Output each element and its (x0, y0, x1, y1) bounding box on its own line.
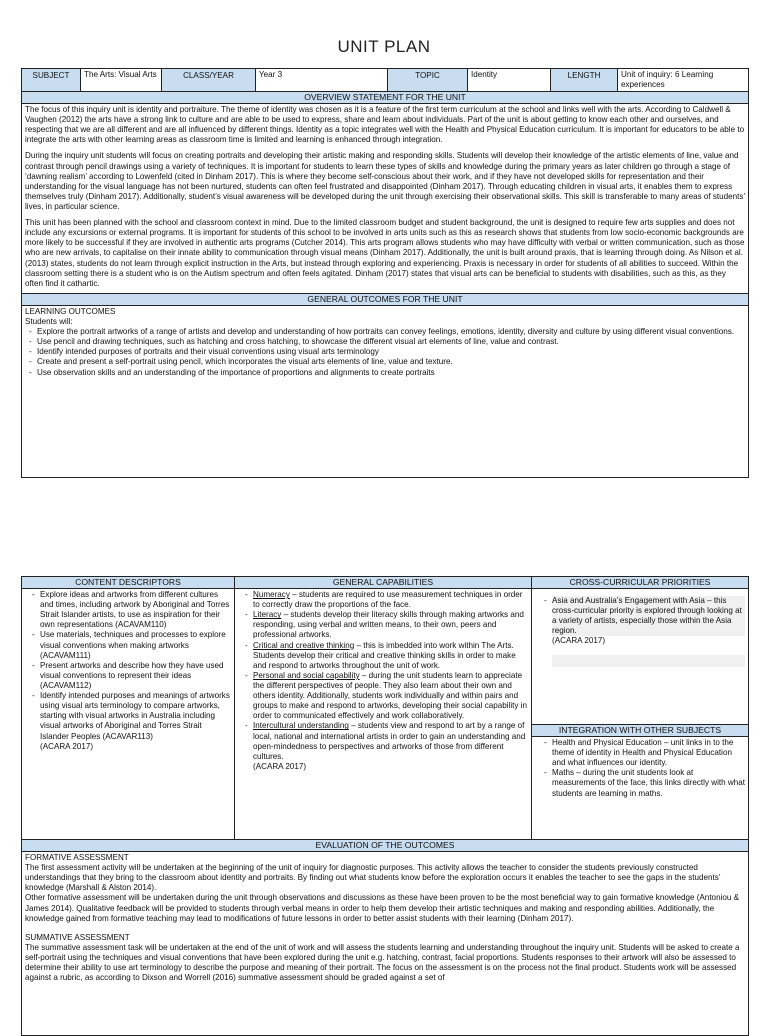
capabilities-body (235, 589, 531, 772)
list-item (253, 590, 528, 610)
list-item: - Use materials, techniques and processes to explore visual conventions when making artworks (ACAVAM111) (40, 630, 231, 660)
list-item: - Identify intended purposes of portraits and their visual conventions using visual arts terminology (37, 347, 745, 357)
capability-text: – students develop their literacy skills through making artworks and responding, using verbal and written means, to their own, peers and professional artworks. (253, 610, 524, 640)
priorities-column (532, 577, 748, 839)
capability-text: – during the unit students learn to appreciate the different perspectives of people. They also learn about their own and others identity. Additionally, students work individually and within pairs and groups to make and respond to artworks, developing their social capability in order to communicated effectively and work collaboratively. (253, 670, 527, 721)
formative-label: FORMATIVE ASSESSMENT (25, 853, 129, 862)
capability-text: – students are required to use measurement techniques in order to correctly draw the proportions of the face. (253, 590, 523, 610)
unit-info-row (22, 69, 748, 92)
capabilities-heading: GENERAL CAPABILITIES (235, 577, 531, 589)
capability-term: Critical and creative thinking (253, 640, 355, 650)
overview-heading: OVERVIEW STATEMENT FOR THE UNIT (22, 92, 748, 104)
outcomes-intro: Students will: (25, 316, 73, 326)
outcomes-body (22, 306, 748, 378)
list-item (253, 671, 528, 722)
integration-heading: INTEGRATION WITH OTHER SUBJECTS (532, 724, 748, 737)
overview-paragraph: The focus of this inquiry unit is identity and portraiture. The theme of identity was chosen as it is a feature of the first term curriculum at the school and links well with the arts. According to Caldwell & Vaughen (2012) the arts have a strong link to culture and are able to be used to express, share and learn about individuals. Part of the unit is about getting to know each other and ourselves, and respecting that we are all different and are all influenced by different things. Identity as a topic integrates well with the Health and Physical Education curriculum. It is important for educators to be able to integrate the arts with other learning areas as classroom time is limited and learning is enhanced through integration. (25, 105, 745, 145)
page-title: UNIT PLAN (337, 37, 431, 56)
empty-shaded-row (552, 655, 745, 667)
list-item: - Create and present a self-portrait using pencil, which incorporates the visual arts elements of line, value and texture. (37, 357, 745, 367)
capability-term: Literacy (253, 610, 282, 620)
integration-body (532, 737, 748, 799)
topic-label: TOPIC (388, 69, 468, 91)
priorities-citation: (ACARA 2017) (552, 636, 606, 646)
capability-text: – students view and respond to art by a range of local, national and international artists in order to gain an understanding and open-mindedness to perspectives and artworks of those from different cultures. (253, 721, 526, 761)
evaluation-heading: EVALUATION OF THE OUTCOMES (22, 840, 748, 852)
capabilities-citation: (ACARA 2017) (253, 761, 307, 771)
curriculum-columns (22, 577, 748, 840)
content-descriptors-body (22, 589, 234, 752)
list-item: - Identify intended purposes and meanings of artworks using visual arts terminology to compare artworks, starting with visual artworks in Australia including visual artworks of Aboriginal and Torres Strait Islander Peoples (ACAVAR113) (40, 691, 231, 742)
list-item: - Asia and Australia’s Engagement with Asia – this cross-curricular priority is explored through looking at a variety of artists, especially those within the Asia region. (552, 596, 745, 636)
length-label: LENGTH (551, 69, 618, 91)
list-item: - Present artworks and describe how they have used visual conventions to represent their ideas (ACAVAM112) (40, 661, 231, 691)
overview-paragraph: During the inquiry unit students will focus on creating portraits and developing their artistic making and responding skills. Students will develop their knowledge of the artistic elements of line, value and contrast through pencil drawings using a variety of techniques. It is important for students to learn these types of skills and knowledge during the primary years as later children go through a stage of ‘dawning realism’ according to Lowenfeld (cited in Dinham 2017). This is where they become self-conscious about their work, and if they have not developed skills for representation and their understanding for the visual language has not been nurtured, students can often feel frustrated and disappointed (Dinham 2017). Through educating children in visual arts, it enables them to express themselves truly (Dinham 2017). Additionally, student’s visual awareness will be developed during the unit through exercising their observational skills. This skill is transferable to many areas of students’ lives, in particular science. (25, 151, 745, 211)
list-item (253, 610, 528, 640)
capabilities-column (235, 577, 532, 839)
length-value: Unit of inquiry: 6 Learning experiences (621, 70, 714, 90)
class-value: Year 3 (256, 69, 388, 91)
list-item: - Explore the portrait artworks of a range of artists and develop and understanding of how portraits can convey feelings, emotions, identity, diversity and culture by using different visual conventions. (37, 327, 745, 337)
priorities-list (540, 596, 745, 636)
unit-overview-table (21, 68, 749, 478)
list-item: - Maths – during the unit students look at measurements of the face, this links directly with what students are learning in maths. (552, 768, 745, 798)
summative-label: SUMMATIVE ASSESSMENT (25, 932, 130, 942)
capability-term: Personal and social capability (253, 670, 360, 680)
overview-body (22, 104, 748, 294)
list-item (253, 721, 528, 761)
learning-outcomes-label: LEARNING OUTCOMES (25, 306, 116, 316)
content-descriptors-column (22, 577, 235, 839)
outcomes-heading: GENERAL OUTCOMES FOR THE UNIT (22, 294, 748, 306)
list-item: - Use observation skills and an understanding of the importance of proportions and alignments to create portraits (37, 368, 745, 378)
formative-paragraph: The first assessment activity will be undertaken at the beginning of the unit of inquiry for diagnostic purposes. This activity allows the teacher to consider the students previously constructed understandings that they bring to the classroom about identity and portraits. By finding out what students know before the exploration occurs it enables the teacher to see the gaps in the students’ knowledge (Marshall & Alston 2014). (25, 863, 721, 893)
capability-text: – this is imbedded into work within The Arts. Students develop their critical and creative thinking skills in order to make and respond to artworks throughout the unit of work. (253, 640, 516, 670)
outcomes-list (25, 327, 745, 378)
overview-paragraph: This unit has been planned with the school and classroom context in mind. Due to the limited classroom budget and student background, the unit is designed to require few arts supplies and does not include any excursions or external programs. It is important for students of this school to be involved in arts units such as this as research shows that students from low socio-economic backgrounds are more likely to be successful if they are involved in authentic arts programs (Cutcher 2014). This arts program allows students who may have difficulty with verbal or written communication, such as those who are new arrivals, to capitalise on their innate ability to communication through visual means (Dinham 2017). Additionally, the unit is built around praxis, that is learning through doing. As Nilson et al. (2013) states, students do not learn through explicit instruction in the Arts, but instead through exploring and experiencing. Praxis is necessary in order for students of all abilities to succeed. Within the classroom setting there is a student who is on the Autism spectrum and often feels agitated. Dinham (2017) states that visual arts can be beneficial to students with disabilities, such as this, as they often find it cathartic. (25, 218, 745, 288)
formative-paragraph: Other formative assessment will be undertaken during the unit through observations and discussions as these have been proven to be the most beneficial way to gain formative knowledge (Antoniou & James 2014). Qualitative feedback will be provided to students through verbal means in order to help them develop their artistic techniques and making and responding abilities. Additionally, the knowledge gained from formative teaching may lead to modifications of future lessons in order to better assist students with their learning (Dinham 2017). (25, 893, 740, 923)
list-item: - Health and Physical Education – unit links in to the theme of identity in Health and Physical Education and what influences our identity. (552, 738, 745, 768)
list-item (253, 641, 528, 671)
summative-paragraph: The summative assessment task will be undertaken at the end of the unit of work and will assess the students learning and understanding throughout the inquiry unit. Students will be asked to create a self-portrait using the techniques and visual conventions that have been explored during the unit e.g. hatching, contrast, facial proportions. Students responses to their artwork will also be assessed to determine their ability to use art terminology to describe the purpose and meaning of their portrait. The focus on the assessment is on the process not the final product. Students work will be assessed against a rubric, as according to Dixson and Worrell (2016) summative assessment should be graded against a set of (25, 942, 740, 983)
capabilities-list (241, 590, 528, 762)
capability-term: Numeracy (253, 590, 290, 599)
content-descriptors-list (28, 590, 231, 742)
integration-list (540, 738, 745, 799)
priorities-body (532, 589, 748, 724)
content-descriptors-heading: CONTENT DESCRIPTORS (22, 577, 234, 589)
priorities-heading: CROSS-CURRICULAR PRIORITIES (532, 577, 748, 589)
subject-label: SUBJECT (22, 69, 81, 91)
evaluation-body (22, 852, 748, 983)
capability-term: Intercultural understanding (253, 721, 349, 731)
list-item: - Explore ideas and artworks from different cultures and times, including artwork by Aboriginal and Torres Strait Islander artists, to use as inspiration for their own representations (ACAVAM110) (40, 590, 231, 630)
topic-value: Identity (468, 69, 551, 91)
subject-value: The Arts: Visual Arts (81, 69, 162, 91)
list-item: - Use pencil and drawing techniques, such as hatching and cross hatching, to showcase the different visual art elements of line, value and contrast. (37, 337, 745, 347)
class-label: CLASS/YEAR (162, 69, 256, 91)
content-citation: (ACARA 2017) (40, 741, 94, 751)
curriculum-table (21, 576, 749, 1036)
